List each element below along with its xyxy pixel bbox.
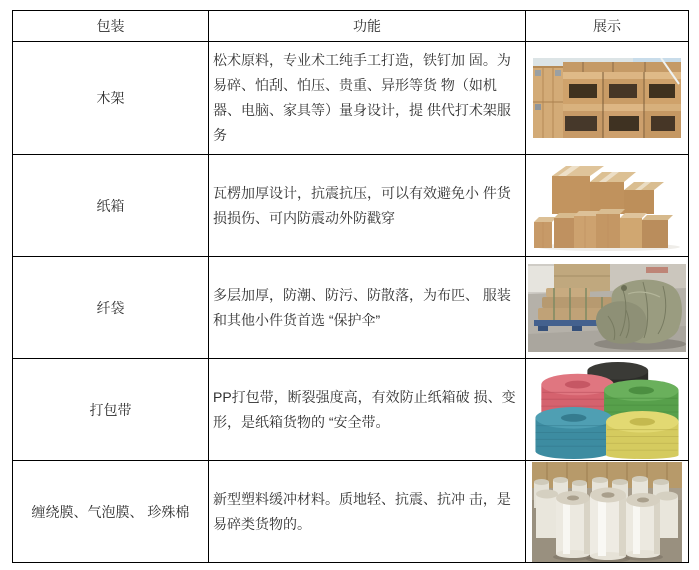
function-cell: 新型塑料缓冲材料。质地轻、抗震、抗冲 击，是易碎类货物的。 [209,461,526,563]
table-row [13,42,689,155]
photo-cell [526,42,689,155]
header-function: 功能 [209,11,526,42]
function-cell: 松术原料，专业术工纯手工打造，铁钉加 固。为易碎、怕刮、怕压、贵重、异形等货 物（如机器、电脑、家具等）量身设计，提 供代打术架服务 [209,42,526,155]
packaging-cell: 纸箱 [13,155,209,257]
function-cell: 瓦楞加厚设计，抗震抗压，可以有效避免小 件货损损伤、可内防震动外防戳穿 [209,155,526,257]
packaging-table [12,10,689,563]
header-display: 展示 [526,11,689,42]
packaging-cell: 缠绕膜、气泡膜、 珍殊棉 [13,461,209,563]
table-row [13,359,689,461]
photo-cell [526,359,689,461]
header-packaging: 包装 [13,11,209,42]
table-row [13,461,689,563]
cardboard-boxes-photo [528,160,686,252]
woven-fiber-bags-photo [528,264,686,352]
table-row [13,155,689,257]
photo-cell [526,155,689,257]
packaging-cell: 木架 [13,42,209,155]
header-row [13,11,689,42]
packaging-cell: 纤袋 [13,257,209,359]
packaging-cell: 打包带 [13,359,209,461]
function-cell: 多层加厚，防潮、防污、防散落，为布匹、 服装和其他小件货首选 “保护伞” [209,257,526,359]
function-cell: PP打包带，断裂强度高，有效防止纸箱破 损、变形，是纸箱货物的 “安全带。 [209,359,526,461]
wooden-crates-photo [533,58,681,138]
stretch-film-rolls-photo [532,462,682,562]
photo-cell [526,257,689,359]
table-row [13,257,689,359]
packaging-info-table [12,10,689,563]
photo-cell [526,461,689,563]
pp-strapping-rolls-photo [533,361,681,459]
